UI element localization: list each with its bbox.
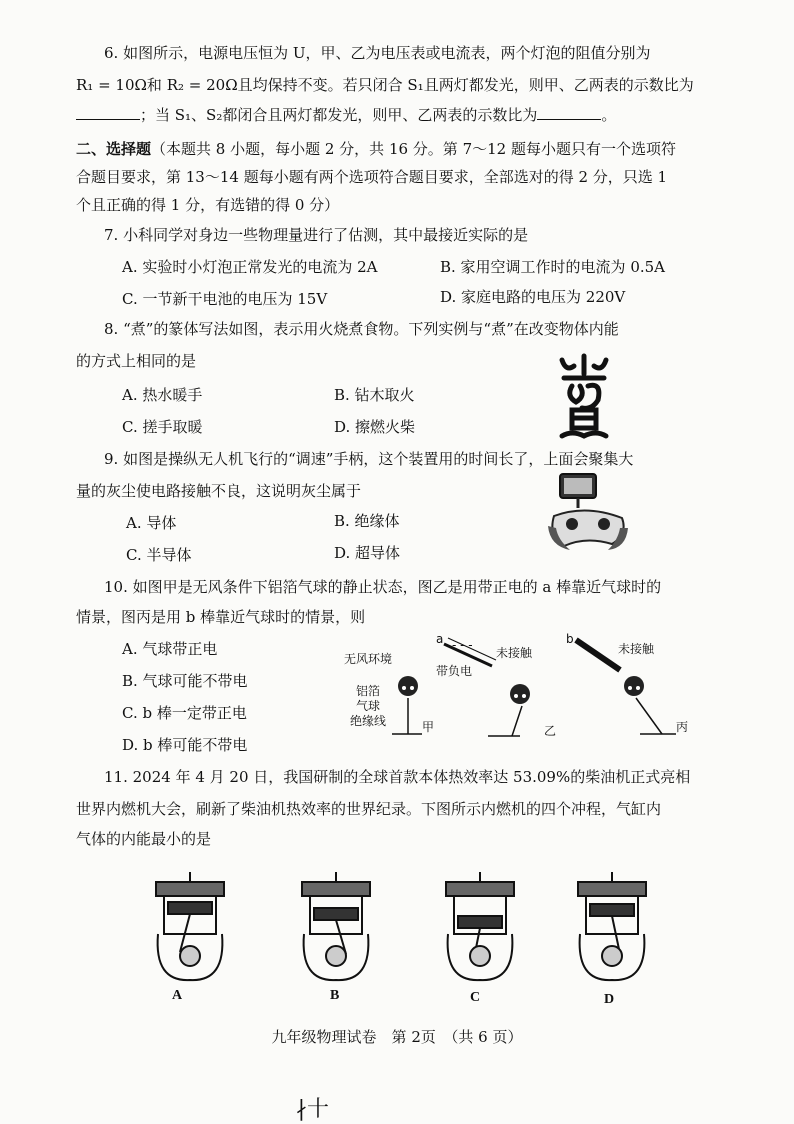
q8-option-c: C. 搓手取暖	[122, 418, 203, 436]
seal-script-zhu-icon	[552, 352, 616, 442]
q10-line2: 情景，图丙是用 b 棒靠近气球时的情景，则	[76, 608, 366, 626]
label-negatively-charged: 带负电	[436, 664, 473, 678]
engine-stroke-c	[440, 872, 520, 984]
label-no-contact-1: 未接触	[496, 646, 533, 660]
section-title: 二、选择题	[76, 140, 152, 158]
label-insulating-thread: 绝缘线	[350, 714, 387, 728]
q10-option-b: B. 气球可能不带电	[122, 672, 248, 690]
label-rod-b: b	[566, 632, 574, 646]
section2-line2: 合题目要求，第 13～14 题每小题有两个选项符合题目要求，全部选对的得 2 分，只选 1	[76, 168, 668, 186]
label-bing: 丙	[676, 720, 689, 734]
engine-label-d: D	[604, 992, 615, 1007]
answer-blank-2[interactable]	[537, 105, 601, 120]
engine-label-c: C	[470, 990, 481, 1005]
label-windless: 无风环境	[344, 652, 393, 666]
page-footer: 九年级物理试卷 第 2页 （共 6 页）	[271, 1028, 523, 1046]
q7-option-b: B. 家用空调工作时的电流为 0.5A	[440, 258, 666, 276]
q8-option-a: A. 热水暖手	[122, 386, 203, 404]
q9-line1: 9. 如图是操纵无人机飞行的“调速”手柄，这个装置用的时间长了，上面会聚集大	[104, 450, 634, 468]
engine-stroke-a	[150, 872, 230, 984]
q9-option-a: A. 导体	[126, 514, 177, 532]
q10-line1: 10. 如图甲是无风条件下铝箔气球的静止状态，图乙是用带正电的 a 棒靠近气球时的	[104, 578, 662, 596]
q9-option-d: D. 超导体	[334, 544, 401, 562]
section2-line3: 个且正确的得 1 分，有选错的得 0 分）	[76, 196, 340, 214]
balloon-diagram	[380, 636, 700, 746]
engine-label-a: A	[172, 988, 183, 1003]
label-jia: 甲	[422, 720, 435, 734]
q10-option-a: A. 气球带正电	[122, 640, 218, 658]
q11-line1: 11. 2024 年 4 月 20 日，我国研制的全球首款本体热效率达 53.09%的柴油机正式亮相	[104, 768, 691, 786]
q7-option-c: C. 一节新干电池的电压为 15V	[122, 290, 328, 308]
q7-option-a: A. 实验时小灯泡正常发光的电流为 2A	[122, 258, 378, 276]
q10-option-c: C. b 棒一定带正电	[122, 704, 247, 722]
q7-stem: 7. 小科同学对身边一些物理量进行了估测，其中最接近实际的是	[104, 226, 529, 244]
engine-stroke-b	[296, 872, 376, 984]
label-rod-a: a	[436, 632, 444, 646]
label-foil-2: 气球	[356, 699, 381, 713]
q8-option-d: D. 擦燃火柴	[334, 418, 416, 436]
answer-blank-1[interactable]	[76, 105, 140, 120]
q9-line2: 量的灰尘使电路接触不良，这说明灰尘属于	[76, 482, 362, 500]
q10-option-d: D. b 棒可能不带电	[122, 736, 248, 754]
q9-option-b: B. 绝缘体	[334, 512, 400, 530]
drone-controller-image	[546, 470, 630, 552]
engine-stroke-d	[572, 872, 652, 984]
q11-line3: 气体的内能最小的是	[76, 830, 212, 848]
label-yi: 乙	[544, 724, 557, 738]
q9-option-c: C. 半导体	[126, 546, 192, 564]
label-minus-signs: - - -	[452, 638, 473, 652]
q6-line1: 6. 如图所示，电源电压恒为 U，甲、乙为电压表或电流表，两个灯泡的阻值分别为	[104, 44, 651, 62]
engine-label-b: B	[330, 988, 340, 1003]
q6-line2: R₁ = 10Ω和 R₂ = 20Ω且均保持不变。若只闭合 S₁且两灯都发光，则甲、乙两表的示数比为	[76, 76, 694, 94]
q7-option-d: D. 家庭电路的电压为 220V	[440, 288, 626, 306]
q6-line3: ；当 S₁、S₂都闭合且两灯都发光，则甲、乙两表的示数比为 。	[76, 104, 616, 126]
q11-line2: 世界内燃机大会，刷新了柴油机热效率的世界纪录。下图所示内燃机的四个冲程，气缸内	[76, 800, 662, 818]
q8-option-b: B. 钻木取火	[334, 386, 415, 404]
handwritten-mark: ∤十	[296, 1097, 330, 1122]
q8-line1: 8. “煮”的篆体写法如图，表示用火烧煮食物。下列实例与“煮”在改变物体内能	[104, 320, 619, 338]
section2-line1: 二、选择题（本题共 8 小题，每小题 2 分，共 16 分。第 7～12 题每小题只有一个选项符	[76, 140, 676, 158]
label-foil-1: 铝箔	[356, 684, 381, 698]
q8-line2: 的方式上相同的是	[76, 352, 197, 370]
label-no-contact-2: 未接触	[618, 642, 655, 656]
